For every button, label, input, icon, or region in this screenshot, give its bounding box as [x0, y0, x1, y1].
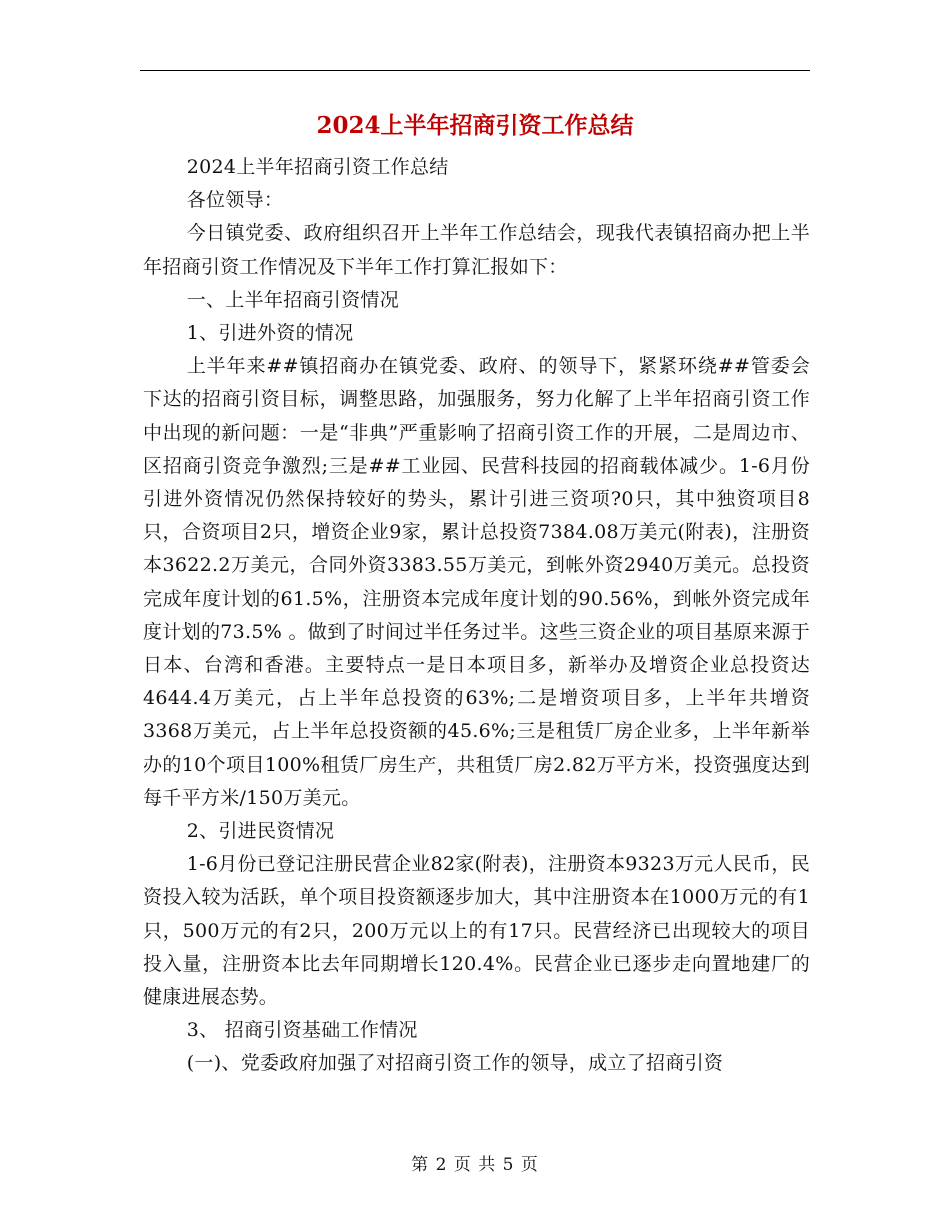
section-heading-1: 一、上半年招商引资情况 — [186, 288, 399, 311]
paragraph-basic-work: (一)、党委政府加强了对招商引资工作的领导，成立了招商引资 — [186, 1052, 724, 1075]
paragraph-subtitle: 2024上半年招商引资工作总结 — [186, 156, 449, 178]
paragraph-private-capital: 1-6月份已登记注册民营企业82家(附表)，注册资本9323万元人民币，民资投入较为活跃，单个项目投资额逐步加大，其中注册资本在1000万元的有1只，500万元的有2只，200万元以上的有17只。民营经济已出现较大的项目投入量，注册资本比去年同期增长120.4%。民营企业已逐步走向置地建厂的健康进展态势。 — [143, 853, 810, 1009]
subsection-heading-foreign-capital: 1、引进外资的情况 — [186, 322, 354, 345]
paragraph-foreign-capital: 上半年来##镇招商办在镇党委、政府、的领导下，紧紧环绕##管委会下达的招商引资目标，调整思路，加强服务，努力化解了上半年招商引资工作中出现的新问题：一是“非典”严重影响了招商引资工作的开展，二是周边市、区招商引资竞争激烈;三是##工业园、民营科技园的招商载体减少。1-6月份引进外资情况仍然保持较好的势头，累计引进三资项?0只，其中独资项目8只，合资项目2只，增资企业9家，累计总投资7384.08万美元(附表)，注册资本3622.2万美元，合同外资3383.55万美元，到帐外资2940万美元。总投资完成年度计划的61.5%，注册资本完成年度计划的90.56%，到帐外资完成年度计划的73.5% 。做到了时间过半任务过半。这些三资企业的项目基原来源于日本、台湾和香港。主要特点一是日本项目多，新举办及增资企业总投资达4644.4万美元，占上半年总投资的63%;二是增资项目多，上半年共增资3368万美元，占上半年总投资额的45.6%;三是租赁厂房企业多，上半年新举办的10个项目100%租赁厂房生产，共租赁厂房2.82万平方米，投资强度达到每千平方米/150万美元。 — [143, 355, 810, 809]
subsection-heading-basic-work: 3、 招商引资基础工作情况 — [186, 1019, 418, 1042]
document-body — [143, 151, 810, 1081]
paragraph-salutation: 各位领导： — [186, 189, 284, 212]
subsection-heading-private-capital: 2、引进民资情况 — [186, 820, 335, 843]
page-number: 第 2 页 共 5 页 — [411, 1155, 539, 1175]
document-title: 2024上半年招商引资工作总结 — [316, 112, 634, 139]
header-rule — [140, 70, 810, 71]
paragraph-intro: 今日镇党委、政府组织召开上半年工作总结会，现我代表镇招商办把上半年招商引资工作情况及下半年工作打算汇报如下： — [143, 222, 810, 278]
